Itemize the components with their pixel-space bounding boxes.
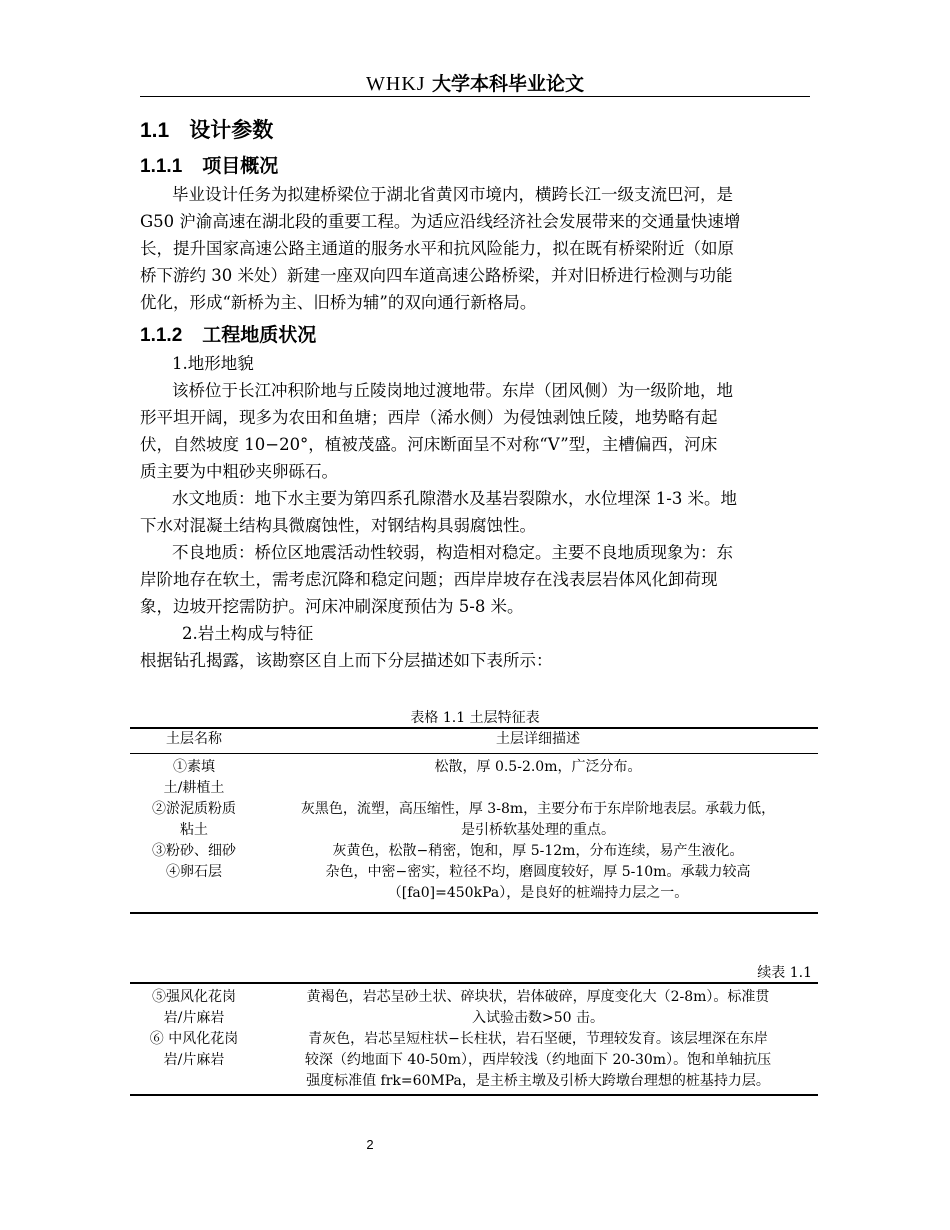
header-rule (140, 96, 810, 97)
text-line: 下水对混凝土结构具微腐蚀性，对钢结构具弱腐蚀性。 (140, 516, 536, 535)
subsection-title: 项目概况 (202, 155, 279, 177)
text-line: 桥下游约 30 米处）新建一座双向四车道高速公路桥梁，并对旧桥进行检测与功能 (140, 266, 733, 285)
section-title: 设计参数 (189, 118, 274, 142)
cell-name: ④卵石层 (130, 862, 258, 913)
header-cell-desc: 土层详细描述 (258, 728, 818, 754)
cell-name: ②淤泥质粉质 粘土 (152, 801, 236, 838)
table-row (130, 841, 818, 862)
cell-desc: 杂色，中密−密实，粒径不均，磨圆度较好，厚 5-10m。承载力较高 （[fa0]=450kPa），是良好的桩端持力层之一。 (258, 862, 818, 913)
page-header (140, 70, 810, 96)
subsection-title: 工程地质状况 (202, 324, 317, 346)
list-item-terrain: 1.地形地貌 (172, 354, 254, 373)
geology-body (140, 350, 810, 674)
table-row (130, 1029, 818, 1095)
cell-name: ⑥ 中风化花岗 岩/片麻岩 (130, 1029, 258, 1095)
text-line: 象，边坡开挖需防护。河床冲刷深度预估为 5-8 米。 (140, 597, 524, 616)
cell-name: ①素填 土/耕植土 (163, 759, 225, 796)
subsection-heading-geology (140, 320, 316, 347)
text-line: 该桥位于长江冲积阶地与丘陵岗地过渡地带。东岸（团风侧）为一级阶地，地 (172, 381, 733, 400)
section-number: 1.1 (140, 119, 170, 142)
table-header-row (130, 728, 818, 754)
paragraph-overview (140, 181, 810, 316)
caption-prefix: 表格 1.1 (410, 710, 466, 726)
cell-name: ⑤强风化花岗 岩/片麻岩 (130, 983, 258, 1029)
subsection-number: 1.1.1 (140, 156, 183, 177)
cell-name: ③粉砂、细砂 (152, 843, 236, 859)
continued-table-label: 续表 1.1 (757, 965, 812, 981)
section-heading (140, 114, 273, 144)
header-latin: WHKJ (366, 73, 426, 95)
cell-desc: 灰黑色，流塑，高压缩性，厚 3-8m，主要分布于东岸阶地表层。承载力低， 是引桥软基处理的重点。 (300, 801, 776, 838)
header-cell-name: 土层名称 (130, 728, 258, 754)
text-line: 质主要为中粗砂夹卵砾石。 (140, 462, 338, 481)
page-number: 2 (366, 1137, 374, 1152)
caption-title: 土层特征表 (469, 710, 540, 726)
table-row (130, 983, 818, 1029)
header-title: 大学本科毕业论文 (431, 73, 584, 95)
table-intro: 根据钻孔揭露，该勘察区自上而下分层描述如下表所示： (140, 651, 553, 670)
soil-table (130, 727, 818, 914)
table-caption (140, 707, 810, 727)
subsection-number: 1.1.2 (140, 325, 183, 346)
soil-table-continued (130, 982, 818, 1096)
table-row (130, 862, 818, 913)
text-line: 长，提升国家高速公路主通道的服务水平和抗风险能力，拟在既有桥梁附近（如原 (140, 239, 734, 258)
text-line: 水文地质：地下水主要为第四系孔隙潜水及基岩裂隙水，水位埋深 1-3 米。地 (172, 489, 738, 508)
text-line: 不良地质：桥位区地震活动性较弱，构造相对稳定。主要不良地质现象为：东 (172, 543, 733, 562)
list-item-soil: 2.岩土构成与特征 (182, 624, 314, 643)
text-line: 优化，形成“新桥为主、旧桥为辅”的双向通行新格局。 (140, 293, 537, 312)
text-line: G50 沪渝高速在湖北段的重要工程。为适应沿线经济社会发展带来的交通量快速增 (140, 212, 741, 231)
cell-desc: 松散，厚 0.5-2.0m，广泛分布。 (434, 759, 642, 775)
cell-desc: 灰黄色，松散−稍密，饱和，厚 5-12m，分布连续，易产生液化。 (332, 843, 744, 859)
text-line: 岸阶地存在软土，需考虑沉降和稳定问题；西岸岸坡存在浅表层岩体风化卸荷现 (140, 570, 718, 589)
table-row (130, 799, 818, 841)
subsection-heading-overview (140, 151, 278, 178)
text-line: 伏，自然坡度 10−20°，植被茂盛。河床断面呈不对称“V”型，主槽偏西，河床 (140, 435, 718, 454)
table-row (130, 754, 818, 800)
text-line: 毕业设计任务为拟建桥梁位于湖北省黄冈市境内，横跨长江一级支流巴河，是 (172, 185, 733, 204)
cell-desc: 黄褐色，岩芯呈砂土状、碎块状，岩体破碎，厚度变化大（2-8m）。标准贯 入试验击数>50 击。 (258, 983, 818, 1029)
cell-desc: 青灰色，岩芯呈短柱状−长柱状，岩石坚硬，节理较发育。该层埋深在东岸 较深（约地面下 40-50m），西岸较浅（约地面下 20-30m）。饱和单轴抗压 强度标准值 frk=60MPa，是主桥主墩及引桥大跨墩台理想的桩基持力层。 (258, 1029, 818, 1095)
text-line: 形平坦开阔，现多为农田和鱼塘；西岸（浠水侧）为侵蚀剥蚀丘陵，地势略有起 (140, 408, 718, 427)
